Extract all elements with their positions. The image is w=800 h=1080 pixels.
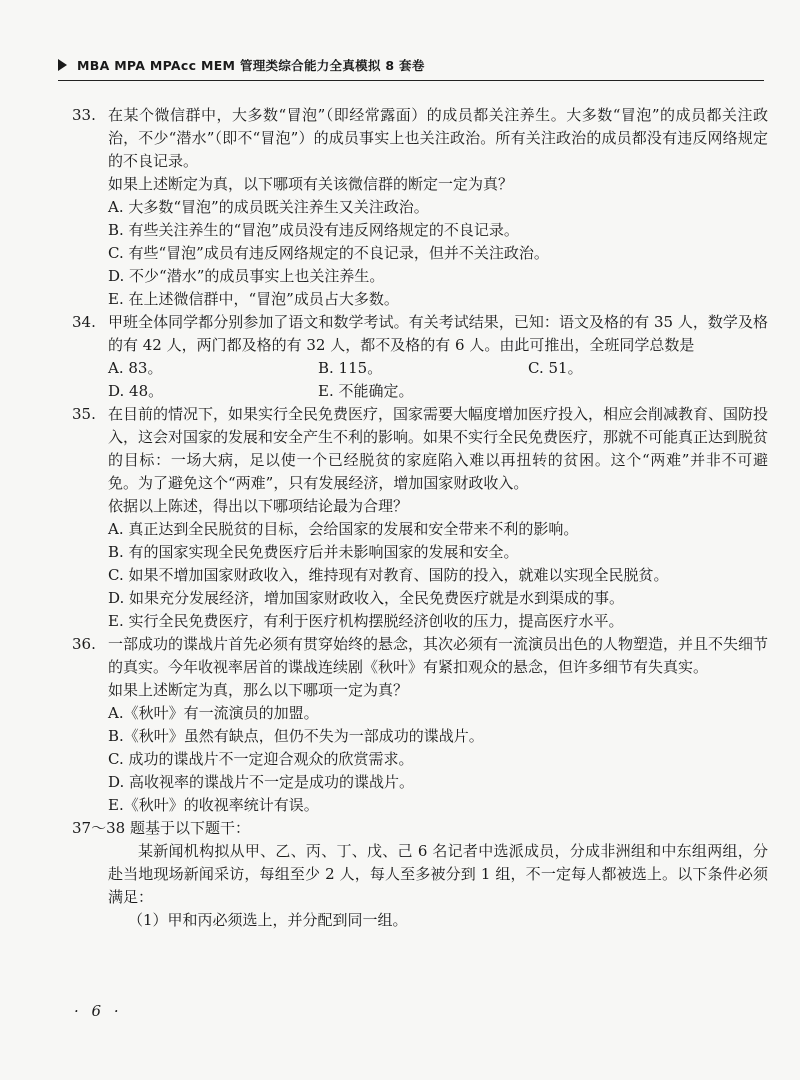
option-b: B.《秋叶》虽然有缺点，但仍不失为一部成功的谍战片。	[108, 727, 484, 745]
question-prompt: 如果上述断定为真，那么以下哪项一定为真？	[108, 681, 409, 699]
option-d: D. 48。	[108, 382, 164, 400]
question-stem: 在某个微信群中，大多数“冒泡”（即经常露面）的成员都关注养生。大多数“冒泡”的成员都关注政治，不少“潜水”（即不“冒泡”）的成员事实上也关注政治。所有关注政治的成员都没有违反网络规定的不良记录。	[108, 106, 768, 170]
page-header	[58, 54, 758, 76]
option-a: A. 83。	[108, 359, 163, 377]
header-title: MBA MPA MPAcc MEM 管理类综合能力全真模拟 8 套卷	[77, 58, 425, 73]
question-stem: 一部成功的谍战片首先必须有贯穿始终的悬念，其次必须有一流演员出色的人物塑造，并且不失细节的真实。今年收视率居首的谍战连续剧《秋叶》有紧扣观众的悬念，但许多细节有失真实。	[108, 635, 769, 676]
question-prompt: 如果上述断定为真，以下哪项有关该微信群的断定一定为真？	[108, 175, 514, 193]
page-number: · 6 ·	[74, 1002, 123, 1020]
header-rule	[58, 80, 764, 81]
options-grid	[108, 357, 768, 403]
question-35	[72, 403, 768, 633]
question-number: 34.	[72, 313, 96, 331]
option-e: E. 不能确定。	[318, 382, 414, 400]
option-a: A. 大多数“冒泡”的成员既关注养生又关注政治。	[108, 198, 429, 216]
option-e: E. 实行全民免费医疗，有利于医疗机构摆脱经济创收的压力，提高医疗水平。	[108, 612, 624, 630]
group-condition: （1）甲和丙必须选上，并分配到同一组。	[128, 911, 408, 929]
option-c: C. 成功的谍战片不一定迎合观众的欣赏需求。	[108, 750, 414, 768]
option-b: B. 有些关注养生的“冒泡”成员没有违反网络规定的不良记录。	[108, 221, 519, 239]
option-a: A. 真正达到全民脱贫的目标，会给国家的发展和安全带来不利的影响。	[108, 520, 579, 538]
option-e: E. 在上述微信群中，“冒泡”成员占大多数。	[108, 290, 399, 308]
page-content	[72, 104, 768, 932]
question-number: 33.	[72, 106, 96, 124]
question-prompt: 依据以上陈述，得出以下哪项结论最为合理？	[108, 497, 409, 515]
option-c: C. 有些“冒泡”成员有违反网络规定的不良记录，但并不关注政治。	[108, 244, 549, 262]
option-d: D. 如果充分发展经济，增加国家财政收入，全民免费医疗就是水到渠成的事。	[108, 589, 625, 607]
question-number: 35.	[72, 405, 96, 423]
group-body: 某新闻机构拟从甲、乙、丙、丁、戊、己 6 名记者中选派成员，分成非洲组和中东组两组，分赴当地现场新闻采访，每组至少 2 人，每人至多被分到 1 组，不一定每人都被选上。以下条件必须满足：	[108, 842, 768, 906]
option-b: B. 115。	[318, 359, 383, 377]
option-a: A.《秋叶》有一流演员的加盟。	[108, 704, 319, 722]
option-d: D. 高收视率的谍战片不一定是成功的谍战片。	[108, 773, 415, 791]
question-stem: 在目前的情况下，如果实行全民免费医疗，国家需要大幅度增加医疗投入，相应会削减教育、国防投入，这会对国家的发展和安全产生不利的影响。如果不实行全民免费医疗，那就不可能真正达到脱贫的目标：一场大病，足以使一个已经脱贫的家庭陷入难以再扭转的贫困。这个“两难”并非不可避免。为了避免这个“两难”，只有发展经济，增加国家财政收入。	[108, 405, 769, 492]
option-c: C. 51。	[528, 359, 583, 377]
group-heading: 37～38 题基于以下题干：	[72, 819, 250, 837]
triangle-marker-icon	[58, 59, 67, 71]
option-d: D. 不少“潜水”的成员事实上也关注养生。	[108, 267, 385, 285]
option-b: B. 有的国家实现全民免费医疗后并未影响国家的发展和安全。	[108, 543, 519, 561]
question-number: 36.	[72, 635, 96, 653]
question-34	[72, 311, 768, 403]
question-36	[72, 633, 768, 817]
question-stem: 甲班全体同学都分别参加了语文和数学考试。有关考试结果，已知：语文及格的有 35 人，数学及格的有 42 人，两门都及格的有 32 人，都不及格的有 6 人。由此可推出，全班同学总数是	[108, 313, 768, 354]
option-e: E.《秋叶》的收视率统计有误。	[108, 796, 319, 814]
option-c: C. 如果不增加国家财政收入，维持现有对教育、国防的投入，就难以实现全民脱贫。	[108, 566, 669, 584]
question-33	[72, 104, 768, 311]
